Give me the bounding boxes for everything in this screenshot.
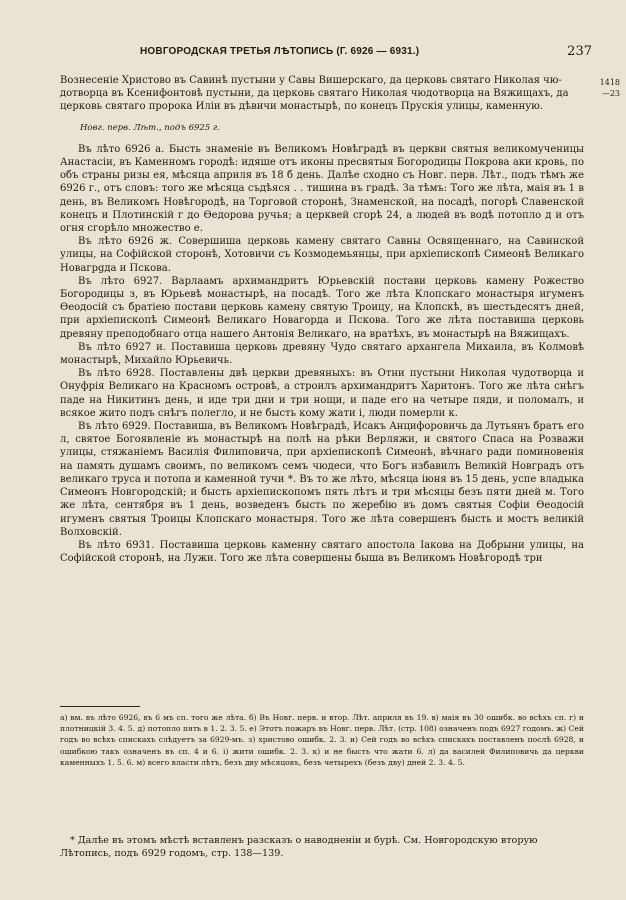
text-line: дотворца въ Ксенифонтовѣ пустыни, да церковь святаго Николая чюдотворца на Вяжищахъ, да — [60, 88, 569, 100]
text-line: церковь святаго пророка Иліи въ дѣвичи монастырѣ, по конецъ Прускія улицы, каменную. — [60, 101, 544, 113]
margin-year-note: 1418 — [599, 78, 620, 87]
main-text — [60, 74, 584, 565]
page-number: 237 — [567, 44, 592, 59]
margin-year-note-range: —23 — [601, 89, 620, 98]
star-footnote — [60, 835, 584, 860]
text-line: Вознесеніе Христово въ Савинѣ пустыни у Савы Вишерскаго, да церковь святаго Николая чю- — [60, 75, 562, 86]
paragraph-6926a: Въ лѣто 6926 а. Бысть знаменіе въ Великомъ Новѣградѣ въ церкви святыя великомученицы Анастасіи, въ Каменномъ городѣ: идяше отъ иконы пресвятыя Богородицы Покрова аки кровь, по объ страны ризы ея, мѣсяца априля въ 18 б день. Далѣе сходно съ Новг. перв. Лѣт., подъ тѣмъ же 6926 г., отъ словъ: того же мѣсяца съдѣяся . . тишина въ градѣ. За тѣмъ: Того же лѣта, маія въ 1 в день, въ Великомъ Новѣгородѣ, на Торговой сторонѣ, Знаменской, на посадѣ, погорѣ Славенской конецъ и Плотинскій г до Ѳедорова ручья; а церквей сгорѣ 24, а людей въ водѣ потопло д и отъ огня сгорѣло множество е. — [60, 143, 584, 235]
running-header — [60, 44, 596, 62]
paragraph-6931: Въ лѣто 6931. Поставиша церковь каменну святаго апостола Іакова на Добрыни улицы, на Софійской сторонѣ, на Лужи. Того же лѣта совершены быша въ Великомъ Новѣгородѣ три — [60, 539, 584, 565]
paragraph-6928: Въ лѣто 6928. Поставлены двѣ церкви древяныхъ: въ Отни пустыни Николая чудотворца и Онуфрія Великаго на Красномъ островѣ, а строилъ архимандритъ Харитонъ. Того же лѣта снѣгъ паде на Никитинъ день, и иде три дни и три нощи, и паде его на четыре пяди, и поломалъ, и всякое жито подъ снѣгъ полегло, и не бысть кому жати і, люди померли к. — [60, 368, 584, 419]
paragraph-6929: Въ лѣто 6929. Поставиша, въ Великомъ Новѣградѣ, Исакъ Анцифоровичь да Лутьянъ братъ его л, святое Богоявленіе въ монастырѣ на полѣ на рѣки Верляжи, и святого Спаса на Розважи улицы, стяжаніемъ Василія Филиповича, при архіепископѣ Симеонѣ, вѣчнаго ради поминовенія на память душамъ своимъ, по великомъ семъ чюдеси, что Богъ избавилъ Великій Новградъ отъ великаго труса и потопа и каменной тучи *. Въ то же лѣто, мѣсяца іюня въ 15 день, успе владыка Симеонъ Новгородскій; и бысть архіепископомъ пять лѣтъ и три мѣсяцы безъ пяти дней м. Того же лѣта, сентября въ 1 день, возведенъ бысть по жеребію въ домъ святыя Софіи Ѳеодосій игуменъ святыя Троицы Клопскаго монастыря. Того же лѣта совершенъ бысть и мостъ великій Волховскій. — [60, 421, 585, 538]
footnote-text: а) вм. въ лѣто 6926, въ 6 мъ сп. того же лѣта. б) Въ Новг. перв. и втор. Лѣт. априля въ 19. в) маія въ 30 ошибк. во всѣхъ сп. г) и плотницкій 3. 4. 5. д) потопло пять в 1. 2. 3. 5. е) Этотъ пожаръ въ Новг. перв. Лѣт. (стр. 108) означенъ подъ 6927 годомъ. ж) Сей годъ во всѣхъ спискахъ слѣдуетъ за 6929-мъ. з) христово ошибк. 2. 3. и) Сей годъ во всѣхъ спискахъ поставленъ послѣ 6928, и ошибкою такъ означенъ въ сп. 4 и 6. і) жити ошибк. 2. 3. к) и не бысть что жати 6. л) да василей Филиповичь да церкви каменныхъ 1. 5. 6. м) всего власти лѣтъ, безъ дву мѣсяцовъ, безъ четырехъ (безъ дву) дней 2. 3. 4. 5. — [60, 713, 584, 767]
source-note: Новг. перв. Лѣт., подъ 6925 г. — [80, 122, 220, 133]
paragraph-6927i: Въ лѣто 6927 и. Поставиша церковь древяну Чудо святаго архангела Михаила, въ Колмовѣ монастырѣ, Михайло Юрьевичь. — [60, 341, 584, 367]
paragraph-6926zh: Въ лѣто 6926 ж. Совершиша церковь камену святаго Савны Освященнаго, на Савинской улицы, на Софійской сторонѣ, Хотовичи съ Козмодемьянцы, при архіепископѣ Симеонѣ Великаго Новагрgда и Пскова. — [60, 236, 584, 274]
footnote-divider — [60, 706, 140, 707]
star-footnote-text: * Далѣе въ этомъ мѣстѣ вставленъ разсказъ о наводненіи и бурѣ. См. Новгородскую вторую Лѣтопись, подъ 6929 годомъ, стр. 138—139. — [60, 835, 538, 859]
header-title: НОВГОРОДСКАЯ ТРЕТЬЯ ЛѢТОПИСЬ (Г. 6926 — 6931.) — [140, 46, 420, 57]
paragraph-6927: Въ лѣто 6927. Варлаамъ архимандритъ Юрьевскій постави церковь камену Рожество Богородицы з, въ Юрьевѣ монастырѣ, на посадѣ. Того же лѣта Клопскаго монастыря игуменъ Ѳеодосій съ братіею постави церковь камену святую Троицу, на Клопскѣ, въ шестьдесятъ дней, при архіепископѣ Симеонѣ Великаго Новагорда и Пскова. Того же лѣта поставиша церковь древяну преподобнаго отца нашего Антонія Великаго, на вратѣхъ, въ монастырѣ на Вяжищахъ. — [60, 275, 584, 340]
footnotes — [60, 712, 584, 768]
